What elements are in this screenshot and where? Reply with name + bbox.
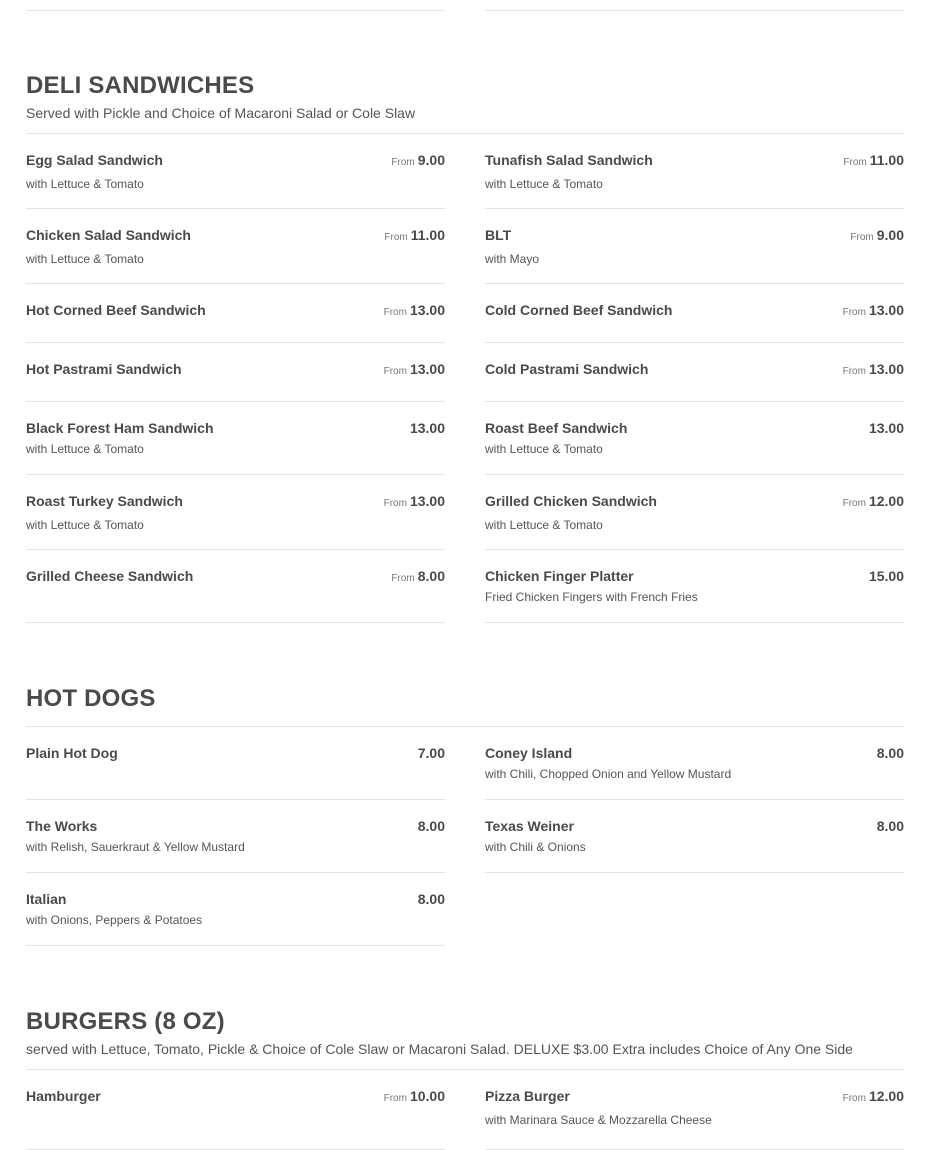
price-value: 8.00 bbox=[417, 568, 445, 584]
price-value: 10.00 bbox=[409, 1088, 445, 1104]
menu-item-name: Roast Turkey Sandwich bbox=[26, 493, 183, 509]
menu-item[interactable] bbox=[485, 727, 904, 800]
menu-column-right bbox=[485, 727, 904, 873]
menu-item[interactable] bbox=[485, 343, 904, 402]
divider bbox=[485, 10, 904, 11]
price-value: 11.00 bbox=[410, 227, 445, 243]
menu-item[interactable] bbox=[485, 134, 904, 209]
price-value: 12.00 bbox=[868, 1088, 904, 1104]
price-value: 9.00 bbox=[417, 152, 445, 168]
menu-item-name: Texas Weiner bbox=[485, 818, 574, 834]
menu-item[interactable] bbox=[26, 727, 445, 800]
menu-item-price bbox=[391, 568, 445, 584]
menu-item-name: Pizza Burger bbox=[485, 1088, 570, 1104]
menu-item-description: with Lettuce & Tomato bbox=[485, 442, 603, 456]
menu-item-name: Cold Pastrami Sandwich bbox=[485, 361, 649, 377]
price-value: 11.00 bbox=[869, 152, 904, 168]
section-description: Served with Pickle and Choice of Macaroni Salad or Cole Slaw bbox=[26, 105, 416, 121]
menu-item-name: The Works bbox=[26, 818, 98, 834]
menu-column-right bbox=[485, 134, 904, 623]
menu-item-description: with Lettuce & Tomato bbox=[26, 177, 144, 191]
price-from-label: From bbox=[842, 307, 866, 318]
price-from-label: From bbox=[842, 498, 866, 509]
menu-item-price bbox=[869, 420, 904, 436]
price-value: 8.00 bbox=[417, 891, 445, 907]
menu-item-name: Tunafish Salad Sandwich bbox=[485, 152, 653, 168]
menu-item-name: Roast Beef Sandwich bbox=[485, 420, 628, 436]
menu-item-name: Hamburger bbox=[26, 1088, 101, 1104]
menu-item[interactable] bbox=[485, 402, 904, 475]
menu-item[interactable] bbox=[26, 550, 445, 623]
menu-item-price bbox=[877, 818, 904, 834]
price-from-label: From bbox=[384, 232, 408, 243]
menu-item-price bbox=[843, 1088, 904, 1104]
price-value: 7.00 bbox=[417, 745, 445, 761]
price-value: 13.00 bbox=[409, 361, 445, 377]
menu-column-left bbox=[26, 1070, 445, 1150]
menu-column-right bbox=[485, 1070, 904, 1150]
menu-grid bbox=[26, 1069, 904, 1150]
price-from-label: From bbox=[383, 498, 407, 509]
menu-item-price bbox=[384, 1088, 445, 1104]
menu-item[interactable] bbox=[485, 550, 904, 623]
menu-item[interactable] bbox=[26, 284, 445, 343]
menu-item-price bbox=[410, 420, 445, 436]
menu-item[interactable] bbox=[26, 402, 445, 475]
price-from-label: From bbox=[383, 366, 407, 377]
menu-item-name: Italian bbox=[26, 891, 67, 907]
menu-item-name: Plain Hot Dog bbox=[26, 745, 118, 761]
menu-item-name: Chicken Finger Platter bbox=[485, 568, 634, 584]
menu-item-price bbox=[843, 152, 904, 168]
menu-item-name: Egg Salad Sandwich bbox=[26, 152, 163, 168]
price-value: 8.00 bbox=[417, 818, 445, 834]
menu-item[interactable] bbox=[485, 284, 904, 343]
menu-item-price bbox=[418, 745, 445, 761]
section-deli-sandwiches bbox=[26, 72, 904, 624]
price-value: 8.00 bbox=[876, 818, 904, 834]
section-burgers bbox=[26, 1008, 904, 1150]
menu-item[interactable] bbox=[26, 343, 445, 402]
section-description: served with Lettuce, Tomato, Pickle & Choice of Cole Slaw or Macaroni Salad. DELUXE $3.00 Extra includes Choice of Any One Side bbox=[26, 1041, 853, 1057]
price-value: 8.00 bbox=[876, 745, 904, 761]
menu-item-price bbox=[384, 361, 445, 377]
menu-item[interactable] bbox=[26, 475, 445, 550]
price-from-label: From bbox=[850, 232, 874, 243]
menu-item[interactable] bbox=[485, 1070, 904, 1150]
menu-column-left bbox=[26, 727, 445, 946]
price-value: 13.00 bbox=[409, 420, 445, 436]
price-value: 13.00 bbox=[868, 420, 904, 436]
menu-item[interactable] bbox=[26, 134, 445, 209]
menu-item-price bbox=[418, 891, 445, 907]
menu-item[interactable] bbox=[26, 209, 445, 284]
menu-item-description: with Lettuce & Tomato bbox=[26, 442, 144, 456]
menu-item-description: with Marinara Sauce & Mozzarella Cheese bbox=[485, 1113, 712, 1127]
menu-item[interactable] bbox=[485, 209, 904, 284]
menu-item-price bbox=[850, 227, 904, 243]
price-from-label: From bbox=[843, 157, 867, 168]
price-from-label: From bbox=[842, 1093, 866, 1104]
price-from-label: From bbox=[391, 157, 415, 168]
menu-item-name: BLT bbox=[485, 227, 512, 243]
menu-item-description: with Lettuce & Tomato bbox=[26, 518, 144, 532]
menu-item[interactable] bbox=[26, 1070, 445, 1150]
menu-item-description: with Lettuce & Tomato bbox=[26, 252, 144, 266]
section-hot-dogs bbox=[26, 685, 904, 947]
menu-item-price bbox=[843, 302, 904, 318]
menu-item-price bbox=[384, 227, 445, 243]
menu-item-description: with Onions, Peppers & Potatoes bbox=[26, 913, 203, 927]
menu-item-price bbox=[391, 152, 445, 168]
price-value: 13.00 bbox=[409, 493, 445, 509]
menu-item[interactable] bbox=[26, 873, 445, 946]
menu-item-price bbox=[384, 493, 445, 509]
menu-item-description: with Relish, Sauerkraut & Yellow Mustard bbox=[26, 840, 245, 854]
menu-item-price bbox=[843, 361, 904, 377]
price-from-label: From bbox=[842, 366, 866, 377]
menu-item-description: with Chili, Chopped Onion and Yellow Mustard bbox=[485, 767, 732, 781]
menu-item-price bbox=[869, 568, 904, 584]
menu-item-description: with Chili & Onions bbox=[485, 840, 586, 854]
menu-column-left bbox=[26, 134, 445, 623]
price-value: 13.00 bbox=[868, 302, 904, 318]
menu-item-name: Coney Island bbox=[485, 745, 573, 761]
menu-item-price bbox=[418, 818, 445, 834]
menu-item-name: Chicken Salad Sandwich bbox=[26, 227, 191, 243]
price-from-label: From bbox=[383, 1093, 407, 1104]
menu-item[interactable] bbox=[485, 475, 904, 550]
menu-item-name: Cold Corned Beef Sandwich bbox=[485, 302, 673, 318]
menu-item-name: Grilled Cheese Sandwich bbox=[26, 568, 194, 584]
menu-item-description: with Lettuce & Tomato bbox=[485, 518, 603, 532]
menu-item-name: Grilled Chicken Sandwich bbox=[485, 493, 657, 509]
menu-item-description: with Lettuce & Tomato bbox=[485, 177, 603, 191]
menu-item-name: Hot Pastrami Sandwich bbox=[26, 361, 182, 377]
menu-item-price bbox=[384, 302, 445, 318]
menu-grid bbox=[26, 133, 904, 624]
menu-grid bbox=[26, 726, 904, 947]
section-title: DELI SANDWICHES bbox=[26, 72, 255, 99]
price-value: 9.00 bbox=[876, 227, 904, 243]
menu-item-name: Black Forest Ham Sandwich bbox=[26, 420, 214, 436]
menu-item-description: Fried Chicken Fingers with French Fries bbox=[485, 590, 698, 604]
price-value: 13.00 bbox=[409, 302, 445, 318]
price-value: 12.00 bbox=[868, 493, 904, 509]
menu-item[interactable] bbox=[26, 800, 445, 873]
menu-item-description: with Mayo bbox=[485, 252, 540, 266]
price-from-label: From bbox=[383, 307, 407, 318]
menu-item[interactable] bbox=[485, 800, 904, 873]
price-value: 15.00 bbox=[868, 568, 904, 584]
price-from-label: From bbox=[391, 573, 415, 584]
menu-item-price bbox=[877, 745, 904, 761]
section-title: HOT DOGS bbox=[26, 685, 156, 712]
divider bbox=[26, 10, 445, 11]
menu-item-price bbox=[843, 493, 904, 509]
menu-item-name: Hot Corned Beef Sandwich bbox=[26, 302, 206, 318]
section-title: BURGERS (8 OZ) bbox=[26, 1008, 225, 1035]
price-value: 13.00 bbox=[868, 361, 904, 377]
